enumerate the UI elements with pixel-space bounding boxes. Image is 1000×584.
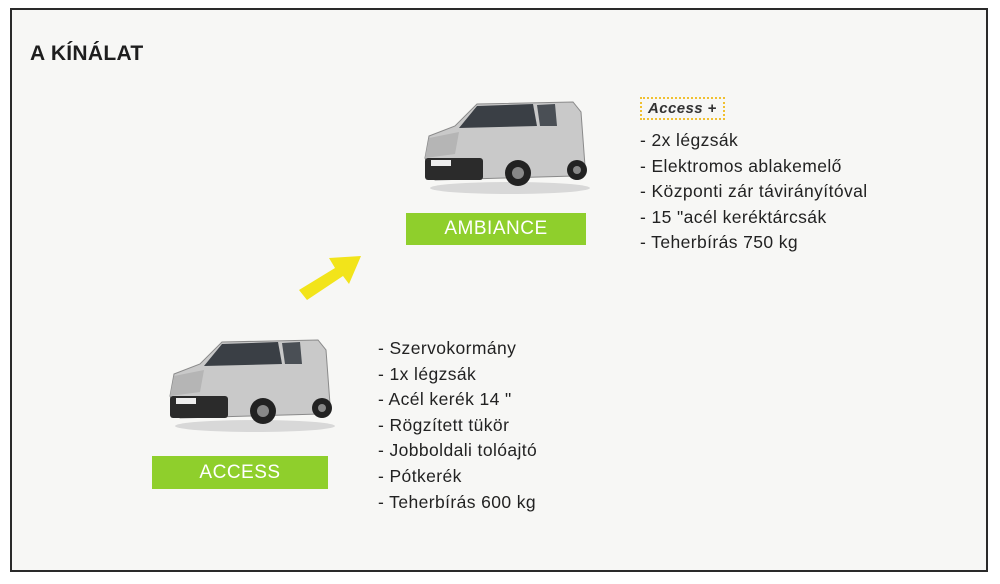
ambiance-badge: AMBIANCE <box>406 213 586 245</box>
list-item: - Teherbírás 600 kg <box>378 491 537 512</box>
list-item: - Pótkerék <box>378 465 462 486</box>
list-item: - 15 "acél keréktárcsák <box>640 206 827 227</box>
list-item: - Jobboldali tolóajtó <box>378 440 538 461</box>
list-item: - Teherbírás 750 kg <box>640 232 799 253</box>
list-item: - Központi zár távirányítóval <box>640 181 868 202</box>
ambiance-van-icon <box>415 96 590 196</box>
list-item: - Acél kerék 14 " <box>378 389 512 410</box>
list-item: - 2x légzsák <box>640 130 739 150</box>
ambiance-feature-list <box>640 128 868 256</box>
list-item: - Elektromos ablakemelő <box>640 155 842 176</box>
arrow-up-right-icon <box>295 250 367 308</box>
access-plus-tag: Access + <box>640 97 725 120</box>
page-title: A KÍNÁLAT <box>30 42 144 65</box>
access-feature-list <box>378 336 537 515</box>
access-badge: ACCESS <box>152 456 328 489</box>
list-item: - Szervokormány <box>378 338 517 358</box>
access-van-icon <box>160 334 335 434</box>
list-item: - 1x légzsák <box>378 363 477 384</box>
list-item: - Rögzített tükör <box>378 414 510 435</box>
